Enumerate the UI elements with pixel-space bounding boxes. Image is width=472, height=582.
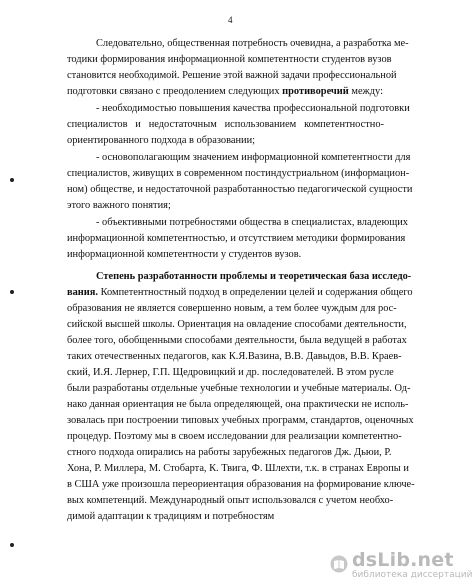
text-line: становится необходимой. Решение этой важной задачи профессиональной: [67, 70, 397, 81]
text-line: ориентированного подхода в образовании;: [67, 135, 256, 146]
text-line: Хона, Р. Миллера, М. Стобарта, К. Твига, Ф. Шлехти, т.к. в странах Европы и: [67, 463, 409, 474]
text-line: в США уже произошла переориентация образования на формирование ключе-: [67, 479, 415, 490]
text-line: вания. Компетентностный подход в определении целей и содержания общего: [67, 287, 413, 298]
section-heading: Степень разработанности проблемы и теоретическая база исследо-: [96, 271, 412, 282]
text-line: зовалась при построении типовых учебных программ, стандартов, оценочных: [67, 415, 414, 426]
text-line: этого важного понятия;: [67, 200, 171, 211]
text-line: были разработаны отдельные учебные технологии и учебные материалы. Од-: [67, 383, 411, 394]
text-line: специалистов, живущих в современном постиндустриальном (информацион-: [67, 168, 410, 179]
text-line: димой адаптации к традициям и потребностям: [67, 511, 275, 522]
text-line: - основополагающим значением информационной компетентности для: [96, 152, 411, 163]
text-line: более того, обобщенными способами деятельности, была ведущей в работах: [67, 335, 407, 346]
watermark-title: dsLib.net: [352, 549, 454, 571]
text-line: ский, И.Я. Лернер, Г.П. Щедровицкий и др. последователей. В этом русле: [67, 367, 394, 378]
text-line: образования не является совершенно новым, а тем более чуждым для рос-: [67, 303, 397, 314]
text-line: ном) обществе, и недостаточной разработанностью педагогической сущности: [67, 184, 413, 195]
book-icon: [330, 555, 348, 573]
text-line: Следовательно, общественная потребность очевидна, а разработка ме-: [96, 38, 409, 49]
text-line: стного подхода опирались на работы зарубежных педагогов Дж. Дьюи, Р.: [67, 447, 392, 458]
page-number: 4: [228, 15, 233, 25]
text-line: - объективными потребностями общества в специалистах, владеющих: [96, 217, 408, 228]
emphasis-text: противоречий: [282, 86, 349, 97]
section-heading-end: вания.: [67, 287, 98, 298]
text-line: - необходимостью повышения качества профессиональной подготовки: [96, 103, 410, 114]
text-line: процедур. Поэтому мы в своем исследовании для реализации компетентно-: [67, 431, 402, 442]
text-line: нако данная ориентация не была определяющей, она практически не исполь-: [67, 399, 409, 410]
watermark-subtitle: библиотека диссертаций: [352, 570, 472, 580]
dslib-watermark: [330, 549, 472, 581]
margin-dot: [10, 178, 14, 182]
margin-dot: [10, 543, 14, 547]
text-line: специалистов и недостаточным использованием компетентностно-: [67, 119, 384, 130]
text-line: тодики формирования информационной компетентности студентов вузов: [67, 54, 392, 65]
text-line: информационной компетентностью, и отсутствием методики формирования: [67, 233, 406, 244]
text-line: сийской высшей школы. Ориентация на овладение способами деятельности,: [67, 319, 407, 330]
text-line: подготовки связано с преодолением следующих противоречий между:: [67, 86, 383, 97]
text-line: информационной компетентности у студентов вузов.: [67, 249, 302, 260]
margin-dot: [10, 290, 14, 294]
text-line: вых компетенций. Международный опыт использовался с учетом необхо-: [67, 495, 394, 506]
text-line: таких отечественных педагогов, как К.Я.Вазина, В.В. Давыдов, В.В. Краев-: [67, 351, 402, 362]
